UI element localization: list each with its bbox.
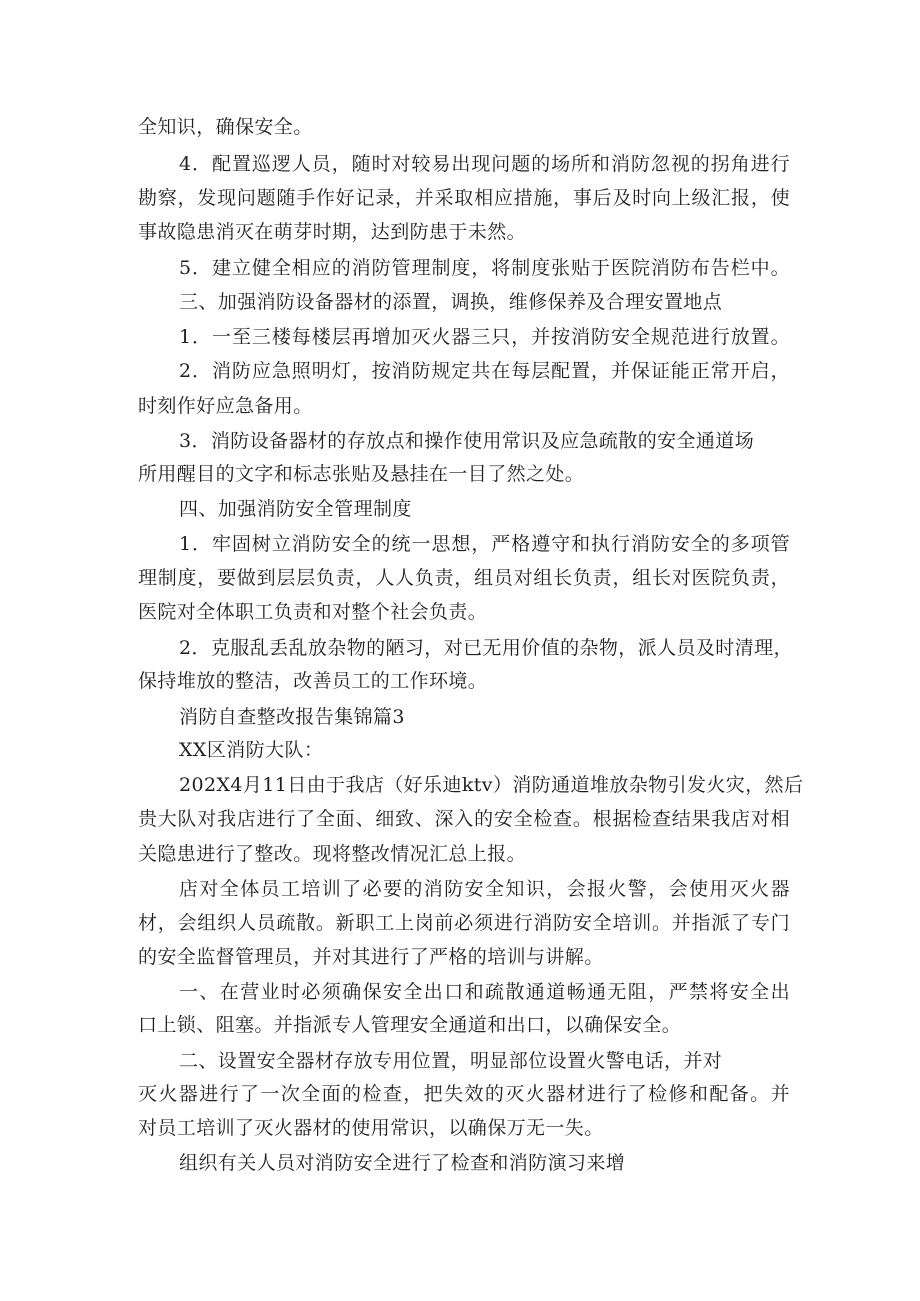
text-line: 二、设置安全器材存放专用位置，明显部位设置火警电话，并对 — [179, 1050, 723, 1072]
text-line: 时刻作好应急备用。 — [138, 395, 313, 417]
text-line: 贵大队对我店进行了全面、细致、深入的安全检查。根据检查结果我店对相 — [138, 808, 790, 830]
text-line: 4．配置巡逻人员，随时对较易出现问题的场所和消防忽视的拐角进行 — [179, 153, 790, 175]
text-line: 灭火器进行了一次全面的检查，把失效的灭火器材进行了检修和配备。并 — [138, 1083, 790, 1105]
text-line: 对员工培训了灭火器材的使用常识，以确保万无一失。 — [138, 1117, 604, 1139]
text-line: 所用醒目的文字和标志张贴及悬挂在一目了然之处。 — [138, 463, 585, 485]
text-line: 理制度，要做到层层负责，人人负责，组员对组长负责，组长对医院负责， — [138, 567, 790, 589]
text-line: 的安全监督管理员，并对其进行了严格的培训与讲解。 — [138, 946, 604, 968]
section-heading: 四、加强消防安全管理制度 — [179, 498, 412, 520]
text-line: 202X4月11日由于我店（好乐迪ktv）消防通道堆放杂物引发火灾，然后 — [179, 774, 804, 796]
report-title: 消防自查整改报告集锦篇3 — [179, 706, 405, 728]
text-line: 组织有关人员对消防安全进行了检查和消防演习来增 — [179, 1152, 626, 1174]
text-line: 关隐患进行了整改。现将整改情况汇总上报。 — [138, 843, 527, 865]
text-line: 3．消防设备器材的存放点和操作使用常识及应急疏散的安全通道场 — [179, 430, 755, 452]
text-line: 医院对全体职工负责和对整个社会负责。 — [138, 601, 488, 623]
text-line: 1．牢固树立消防安全的统一思想，严格遵守和执行消防安全的多项管 — [179, 533, 790, 555]
text-line: 全知识，确保安全。 — [138, 116, 313, 138]
text-line: 口上锁、阻塞。并指派专人管理安全通道和出口，以确保安全。 — [138, 1014, 682, 1036]
text-line: 1．一至三楼每楼层再增加灭火器三只，并按消防安全规范进行放置。 — [179, 326, 790, 348]
text-line: 店对全体员工培训了必要的消防安全知识，会报火警，会使用灭火器 — [179, 878, 790, 900]
text-line: 一、在营业时必须确保安全出口和疏散通道畅通无阻，严禁将安全出 — [179, 981, 790, 1003]
salutation: XX区消防大队： — [179, 739, 324, 761]
text-line: 勘察，发现问题随手作好记录，并采取相应措施，事后及时向上级汇报，使 — [138, 187, 790, 209]
text-line: 保持堆放的整洁，改善员工的工作环境。 — [138, 670, 488, 692]
text-line: 材，会组织人员疏散。新职工上岗前必须进行消防安全培训。并指派了专门 — [138, 912, 790, 934]
text-line: 2．克服乱丢乱放杂物的陋习，对已无用价值的杂物，派人员及时清理， — [179, 637, 793, 659]
text-line: 2．消防应急照明灯，按消防规定共在每层配置，并保证能正常开启， — [179, 360, 790, 382]
text-line: 5．建立健全相应的消防管理制度，将制度张贴于医院消防布告栏中。 — [179, 257, 790, 279]
section-heading: 三、加强消防设备器材的添置，调换，维修保养及合理安置地点 — [179, 291, 723, 313]
text-line: 事故隐患消灭在萌芽时期，达到防患于未然。 — [138, 221, 527, 243]
